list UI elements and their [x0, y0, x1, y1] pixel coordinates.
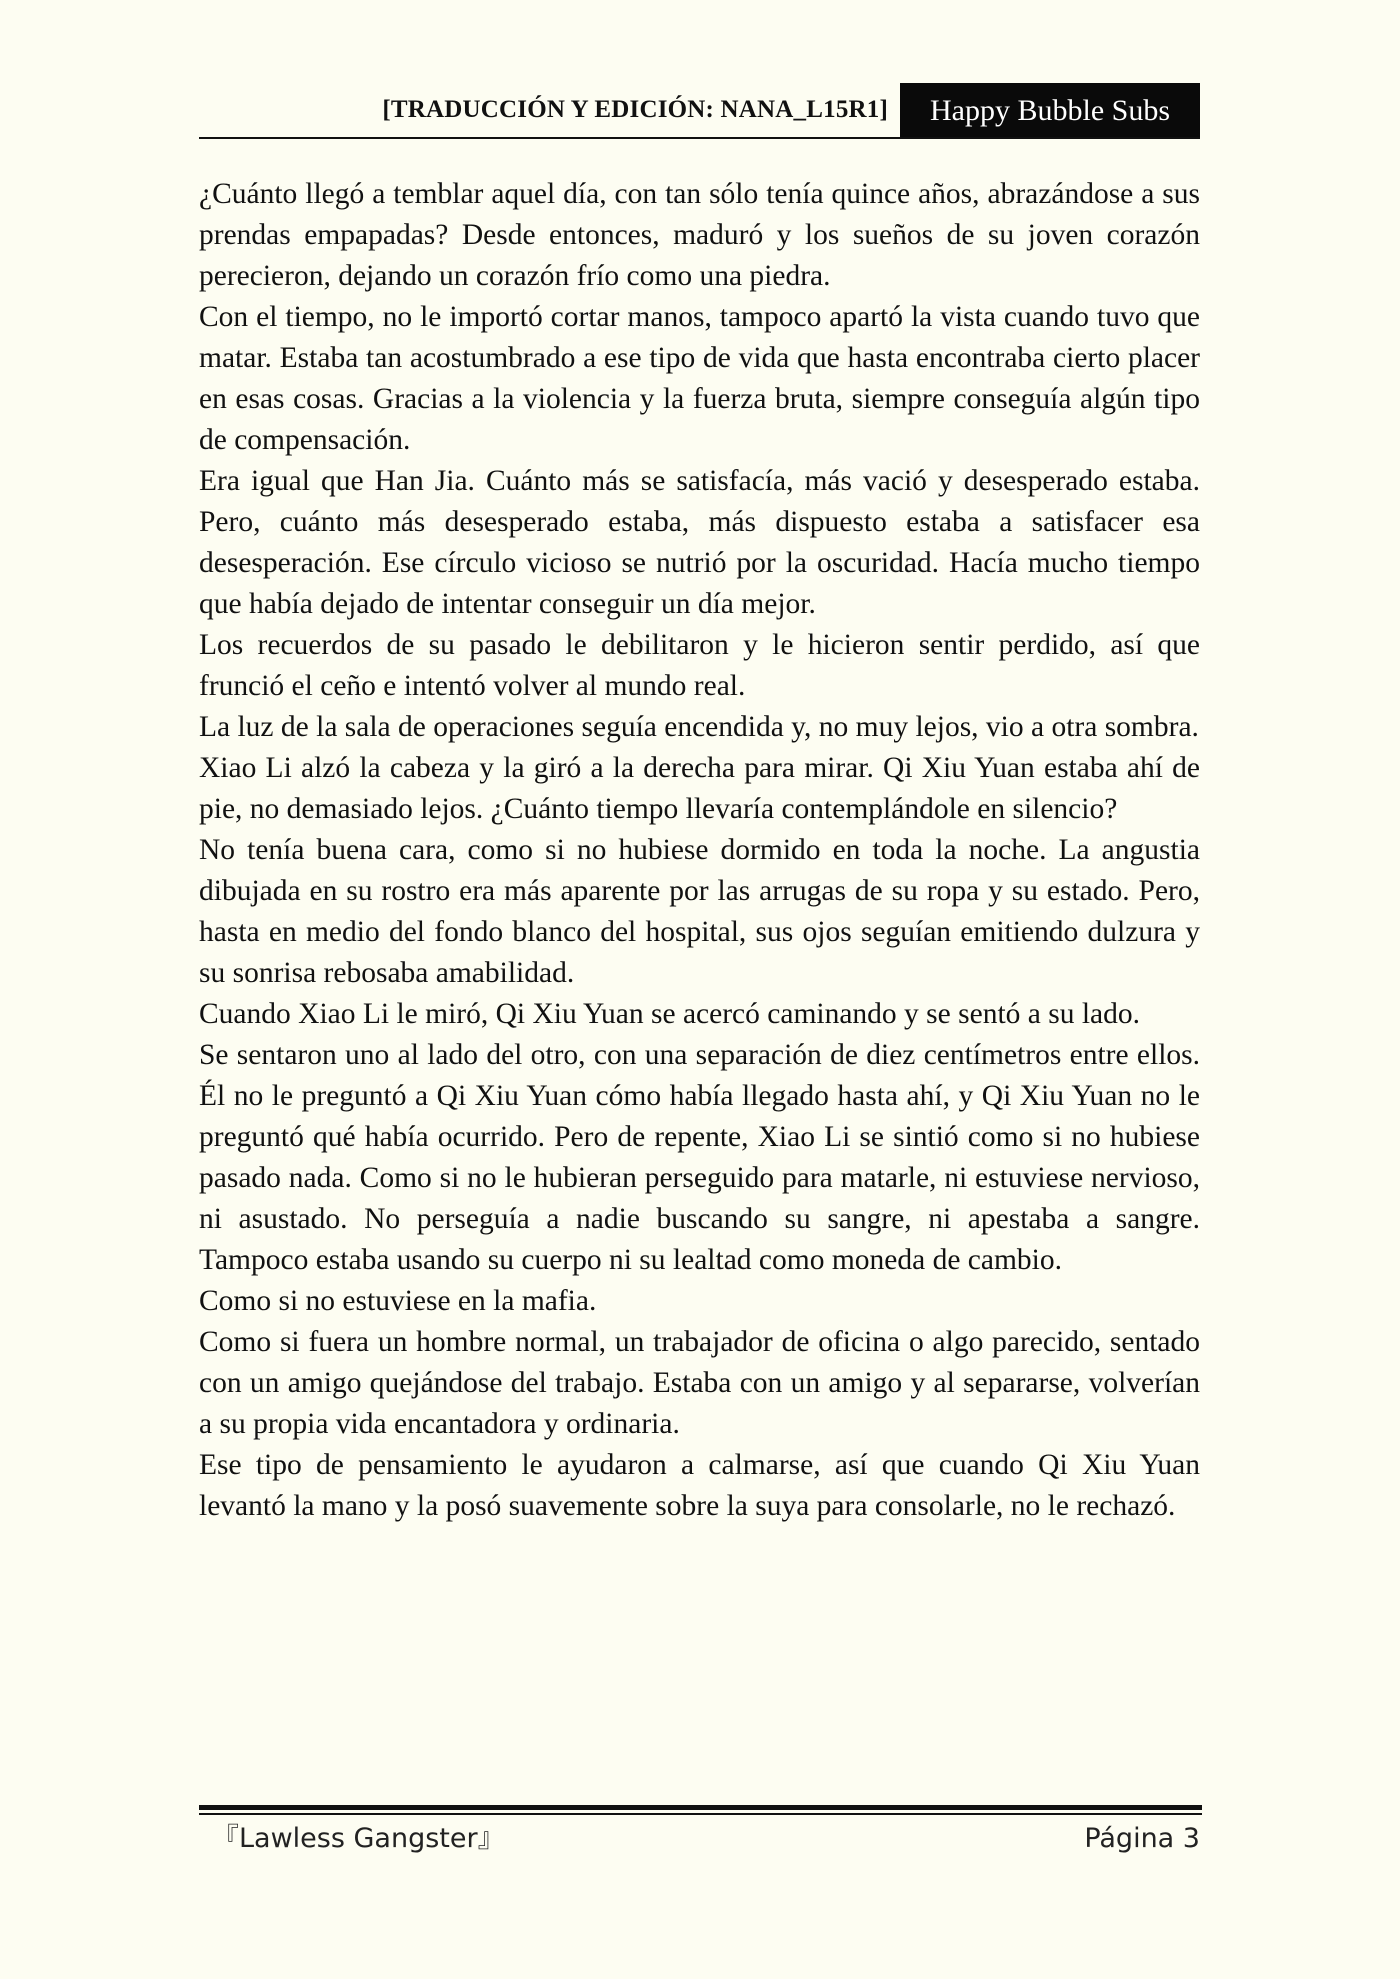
footer-rule-thick	[199, 1805, 1202, 1810]
page-header	[199, 83, 1200, 138]
paragraph: ¿Cuánto llegó a temblar aquel día, con tan sólo tenía quince años, abrazándose a sus prendas empapadas? Desde entonces, maduró y los sueños de su joven corazón perecieron, dejando un corazón frío como una piedra.	[199, 178, 1200, 292]
paragraph: Los recuerdos de su pasado le debilitaron y le hicieron sentir perdido, así que frunció el ceño e intentó volver al mundo real.	[199, 629, 1200, 702]
paragraph: Xiao Li alzó la cabeza y la giró a la derecha para mirar. Qi Xiu Yuan estaba ahí de pie, no demasiado lejos. ¿Cuánto tiempo llevaría contemplándole en silencio?	[199, 752, 1200, 825]
translation-credit: [TRADUCCIÓN Y EDICIÓN: NANA_L15R1]	[382, 96, 888, 123]
body-text	[199, 174, 1200, 1527]
paragraph: Como si no estuviese en la mafia.	[199, 1285, 597, 1317]
footer-rule-thin	[199, 1813, 1202, 1815]
footer-page-number: Página 3	[1084, 1823, 1200, 1854]
footer-book-title: 『Lawless Gangster』	[212, 1823, 505, 1854]
paragraph: No tenía buena cara, como si no hubiese dormido en toda la noche. La angustia dibujada en su rostro era más aparente por las arrugas de su ropa y su estado. Pero, hasta en medio del fondo blanco del hospital, sus ojos seguían emitiendo dulzura y su sonrisa rebosaba amabilidad.	[199, 834, 1200, 989]
header-rule	[199, 137, 1200, 139]
paragraph: Como si fuera un hombre normal, un trabajador de oficina o algo parecido, sentado con un amigo quejándose del trabajo. Estaba con un amigo y al separarse, volverían a su propia vida encantadora y ordinaria.	[199, 1326, 1200, 1440]
paragraph: Ese tipo de pensamiento le ayudaron a calmarse, así que cuando Qi Xiu Yuan levantó la mano y la posó suavemente sobre la suya para consolarle, no le rechazó.	[199, 1449, 1200, 1522]
paragraph: Se sentaron uno al lado del otro, con una separación de diez centímetros entre ellos. Él no le preguntó a Qi Xiu Yuan cómo había llegado hasta ahí, y Qi Xiu Yuan no le preguntó qué había ocurrido. Pero de repente, Xiao Li se sintió como si no hubiese pasado nada. Como si no le hubieran perseguido para matarle, ni estuviese nervioso, ni asustado. No perseguía a nadie buscando su sangre, ni apestaba a sangre. Tampoco estaba usando su cuerpo ni su lealtad como moneda de cambio.	[199, 1039, 1200, 1276]
paragraph: Cuando Xiao Li le miró, Qi Xiu Yuan se acercó caminando y se sentó a su lado.	[199, 998, 1141, 1030]
paragraph: Era igual que Han Jia. Cuánto más se satisfacía, más vació y desesperado estaba. Pero, cuánto más desesperado estaba, más dispuesto estaba a satisfacer esa desesperación. Ese círculo vicioso se nutrió por la oscuridad. Hacía mucho tiempo que había dejado de intentar conseguir un día mejor.	[199, 465, 1200, 620]
paragraph: Con el tiempo, no le importó cortar manos, tampoco apartó la vista cuando tuvo que matar. Estaba tan acostumbrado a ese tipo de vida que hasta encontraba cierto placer en esas cosas. Gracias a la violencia y la fuerza bruta, siempre conseguía algún tipo de compensación.	[199, 301, 1200, 456]
paragraph: La luz de la sala de operaciones seguía encendida y, no muy lejos, vio a otra sombra.	[199, 711, 1199, 743]
group-name-banner: Happy Bubble Subs	[900, 83, 1200, 138]
